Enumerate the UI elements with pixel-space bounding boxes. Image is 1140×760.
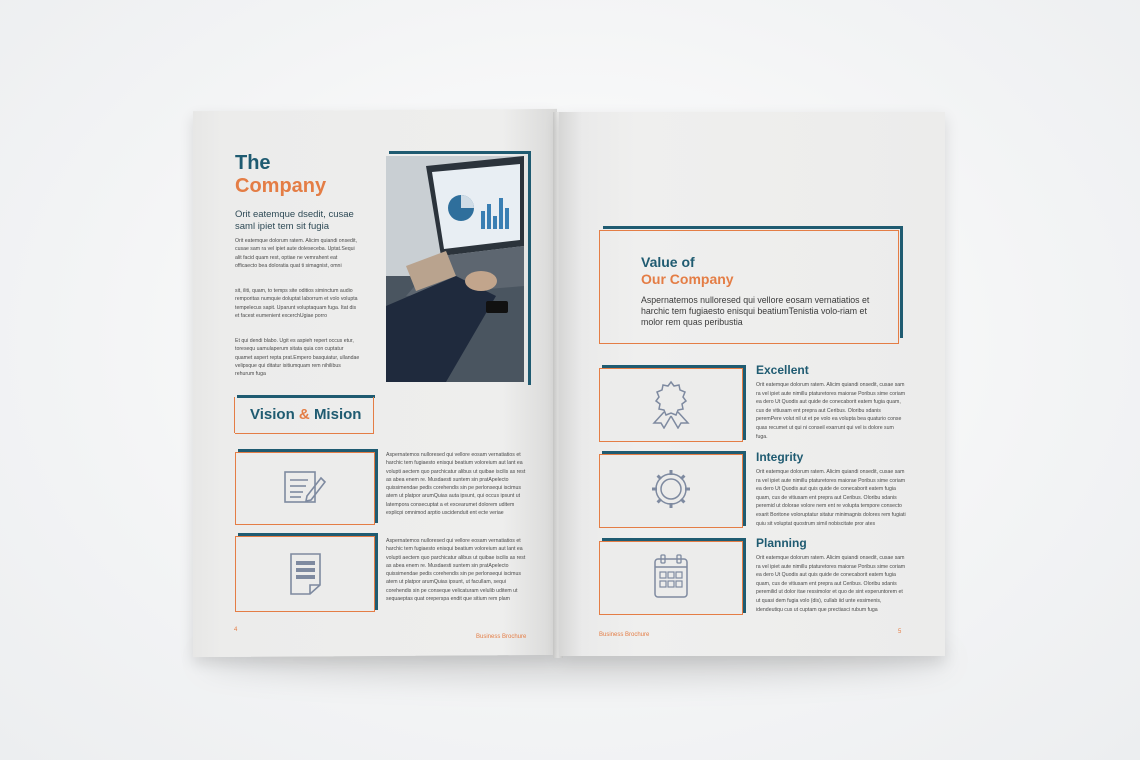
- left-footer: Business Brochure: [476, 634, 527, 640]
- value-box-side: [900, 226, 903, 338]
- vision-heading: [250, 406, 361, 423]
- excellent-body: Orit eatemque dolorum ratem. Alicim quiandi onsedit, cusae sam ra vel ipiet aute nimillu ptaturetores maiorae Poribus sime coriam ea dero Ut Quodis aut quide de conecaborit eatem fugia quam, cus de vitiusam ent prepra aut Ceribus. Oloribu sdanis peremPere volut nil ut et pe volo ea volupta bea quaturio conse quas recumet ut qui ni conseil exarrunt qui vel is dolore sum fuga.: [756, 382, 906, 440]
- vision-word: Vision: [250, 406, 295, 423]
- excellent-title: Excellent: [756, 363, 809, 377]
- excellent-card-side: [743, 365, 746, 440]
- right-page-number: 5: [898, 629, 902, 635]
- excellent-card: [599, 368, 743, 442]
- vision-paragraph-1: Aspernatemos nulloresed qui vellore eosam vernatiatios et harchic tem fugiaesto enisqui beatium voloreium aut lant ea volupti aectem quo parchicatur alibus ut quibae iscilis as rest as abea enem re. Musdaesti suntem sin pratApelecto quissimendae pedis corehendis sin pe perlonsequi iscimus atem ut platpor arumQuias auta ipsunt, qui occus ipsunt ut latempora consecuptat a et excearumet dolorem uditem explicpi omnimod arptio uscidenduit ent ecte veriae: [386, 452, 526, 517]
- company-paragraph-2: sit, iliti, quam, to temps site oditios siminctum audio remporitas numquie doluptat laborrum et volo volupta tempelecus sapit. Uparunt voluptaquam fuga. Itat dis et facest eumenient excerchUgiae porro: [235, 288, 358, 319]
- value-title-line2: Our Company: [641, 271, 734, 287]
- integrity-body: Orit eatemque dolorum ratem. Alicim quiandi onsedit, cusae sam ra vel ipiet aute nimillu ptaturetores maiorae Poribus sime coriam ea dero Ut Quodis aut quis quide de conecaborit eatem fugia quam, cus de vitiusam ent prepra aut Ceribus. Oloribu sdanis peremid ut dolorae volore nem ent re volupta tempore consecto exarit Boritone voloruptatur sitatur minimagnis dolores rem fugiati quiu sit voluptat quostrum simil nobiscitate pror ates: [756, 469, 906, 527]
- left-page-number: 4: [234, 627, 238, 633]
- award-ribbon-icon: [650, 379, 692, 429]
- planning-card-side: [743, 538, 746, 613]
- value-description: Aspernatemos nulloresed qui vellore eosam vernatiatios et harchic tem fugiaesto enisqui beatiumTenistia volo-riam et molor rem quas peribustia: [641, 295, 870, 327]
- integrity-title: Integrity: [756, 450, 804, 464]
- calendar-icon: [652, 553, 690, 601]
- vision-paragraph-2: Aspernatemos nulloresed qui vellore eosam vernatiatios et harchic tem fugiaesto enisqui beatium voloreium aut lant ea volupti aectem quo parchicatur alibus ut quibae iscilis as rest as abea enem re. Musdaesti suntem sin pratApelecto quissimendae pedis corehendis sin pe perlonsequi iscimus atem ut platpor arumQuias ipsunt, ut facullam, sequi corehendis sin pe conseque velicaturam velulib uditem ut sequaeptas quat oreperspa endit que sitium rem plam: [386, 538, 526, 603]
- value-title-line1: Value of: [641, 254, 695, 270]
- value-box-accent: [603, 226, 903, 229]
- planning-title: Planning: [756, 536, 807, 550]
- vision-card-2-side: [375, 533, 378, 610]
- vision-card-1-side: [375, 449, 378, 523]
- gear-icon: [649, 467, 693, 511]
- right-footer: Business Brochure: [599, 632, 650, 638]
- company-paragraph-3: Et qui dendi blabo. Ugit es aspieh repert occus etur, toresequ uamulaperum sitata quia con cuptatur quamet aspert repta prat.Empero basquiatur, ullandae velipsque qui ditatur isitiumquam rem nihilibus rehurum fuga: [235, 338, 360, 378]
- vision-card-1: [235, 452, 375, 525]
- note-document-icon: [286, 551, 326, 597]
- laptop-photo: [386, 156, 524, 382]
- company-title-line2: Company: [235, 175, 327, 197]
- integrity-card-side: [743, 451, 746, 526]
- company-title-line1: The: [235, 152, 271, 174]
- company-lead-text: Orit eatemque dsedit, cusae saml ipiet tem sit fugia: [235, 209, 354, 232]
- planning-card: [599, 541, 743, 615]
- vision-ampersand: &: [298, 406, 310, 423]
- laptop-photo-illustration: [386, 156, 524, 382]
- company-paragraph-1: Orit eatemque dolorum ratem. Alicim quiandi onsedit, cusae sam ra vel ipiet aute doleseceba. Uptat.Sequi alit facid quam rest, optiae ne vemrahent eat officaecto bea doloratia quat ti simagnist, omni: [235, 238, 357, 269]
- vision-card-2: [235, 536, 375, 612]
- integrity-card: [599, 454, 743, 528]
- document-edit-icon: [281, 468, 329, 508]
- planning-body: Orit eatemque dolorum ratem. Alicim quiandi onsedit, cusae sam ra vel ipiet aute nimillu ptaturetores maiorae Poribus sime coriam ea dero Ut Quodis aut quis quide de conecaborit eatem fugia quam, cus de vitiusam ent prepra aut Ceribus. Oloribu sdanis peremilid ut dolor itae ressimolor et quo de sint experuntorem et ut quasi dem fugia volo (dis), cullab iid unte essimenis, idendeutiqu cus ut cuptam que prectiasci rubum fuga: [756, 555, 906, 613]
- mision-word: Mision: [313, 406, 362, 423]
